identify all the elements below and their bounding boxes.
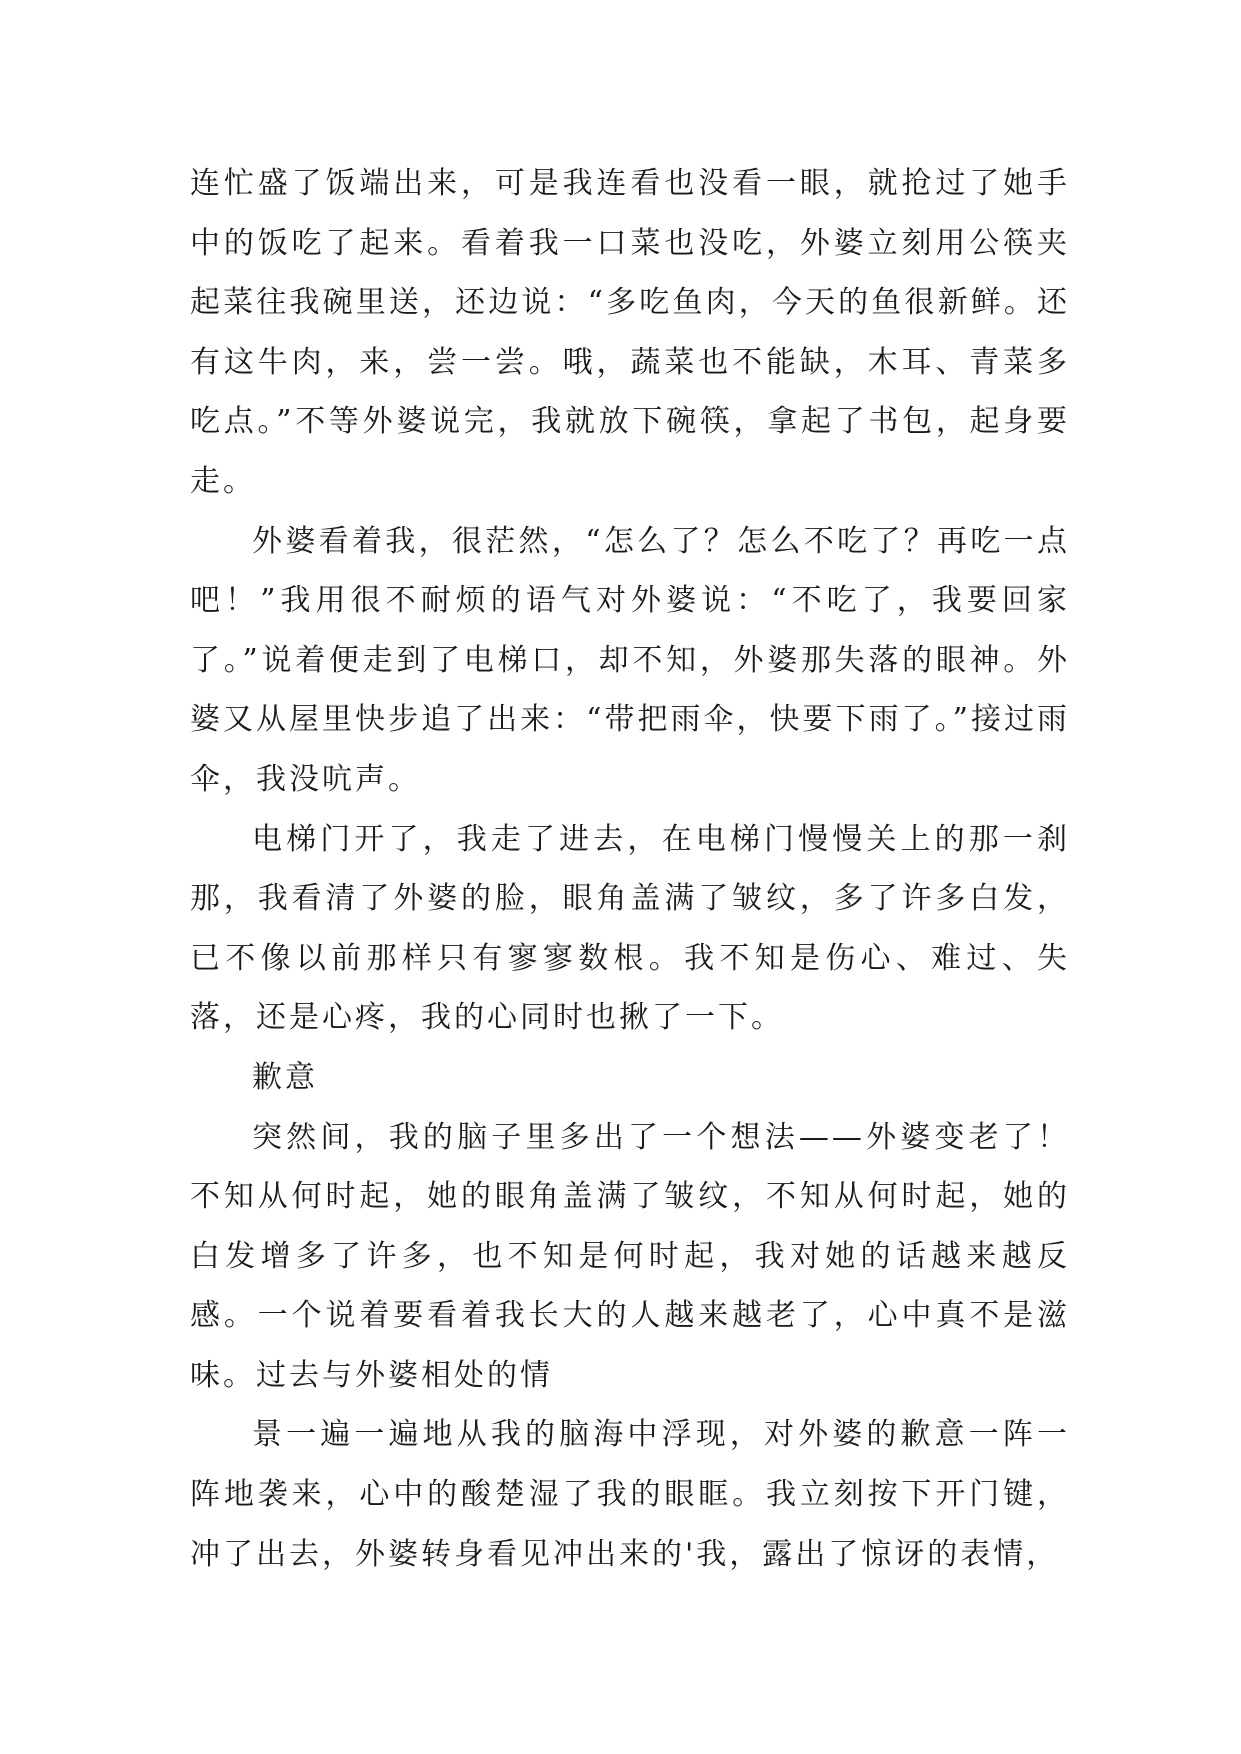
paragraph-2: 外婆看着我，很茫然，“怎么了？怎么不吃了？再吃一点吧！”我用很不耐烦的语气对外婆说：“不吃了，我要回家了。”说着便走到了电梯口，却不知，外婆那失落的眼神。外婆又从屋里快步追了出来：“带把雨伞，快要下雨了。”接过雨伞，我没吭声。 xyxy=(190,523,1070,797)
section-heading: 歉意 xyxy=(252,1059,318,1095)
paragraph-3: 电梯门开了，我走了进去，在电梯门慢慢关上的那一刹那，我看清了外婆的脸，眼角盖满了皱纹，多了许多白发，已不像以前那样只有寥寥数根。我不知是伤心、难过、失落，还是心疼，我的心同时也揪了一下。 xyxy=(190,821,1070,1036)
paragraph-4: 突然间，我的脑子里多出了一个想法——外婆变老了！不知从何时起，她的眼角盖满了皱纹，不知从何时起，她的白发增多了许多，也不知是何时起，我对她的话越来越反感。一个说着要看着我长大的人越来越老了，心中真不是滋味。过去与外婆相处的情 xyxy=(190,1119,1070,1393)
document-body xyxy=(190,154,1070,1584)
paragraph-5: 景一遍一遍地从我的脑海中浮现，对外婆的歉意一阵一阵地袭来，心中的酸楚湿了我的眼眶。我立刻按下开门键，冲了出去，外婆转身看见冲出来的'我，露出了惊讶的表情， xyxy=(190,1417,1070,1572)
paragraph-1: 连忙盛了饭端出来，可是我连看也没看一眼，就抢过了她手中的饭吃了起来。看着我一口菜也没吃，外婆立刻用公筷夹起菜往我碗里送，还边说：“多吃鱼肉，今天的鱼很新鲜。还有这牛肉，来，尝一尝。哦，蔬菜也不能缺，木耳、青菜多吃点。”不等外婆说完，我就放下碗筷，拿起了书包，起身要走。 xyxy=(190,166,1070,499)
